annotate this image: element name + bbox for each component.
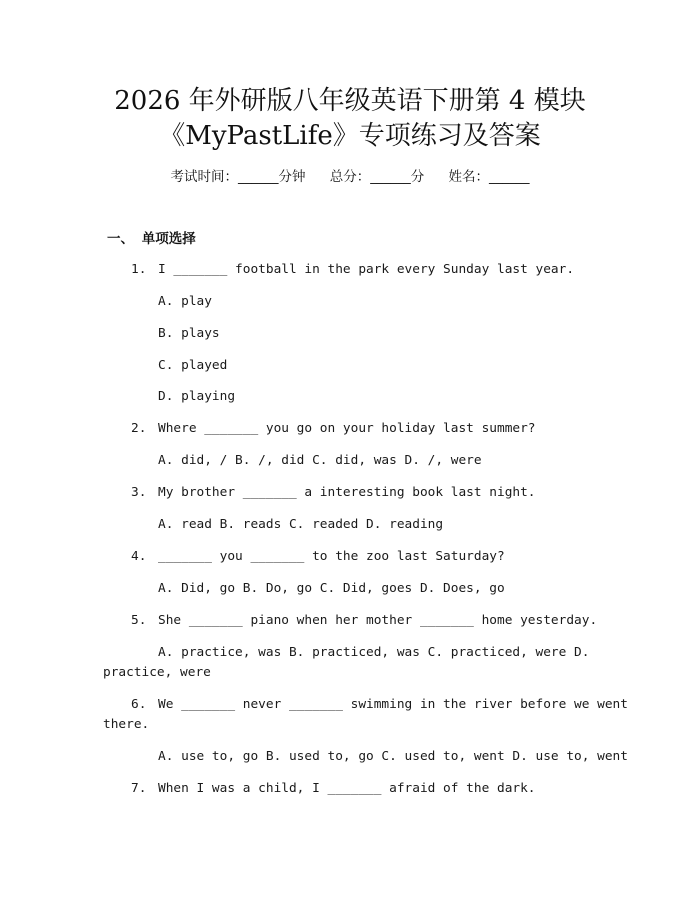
question-text: She _______ piano when her mother _______ home yesterday.	[158, 613, 598, 628]
option-d: D. playing	[158, 389, 236, 404]
question-number: 3.	[131, 485, 147, 500]
exam-meta	[0, 168, 700, 186]
question-number: 6.	[131, 697, 147, 712]
option-c: C. played	[158, 358, 228, 373]
question-number: 4.	[131, 549, 147, 564]
document-title-line-1: 2026 年外研版八年级英语下册第 4 模块	[114, 86, 586, 116]
option-a: A. play	[158, 294, 212, 309]
section-title: 单项选择	[141, 231, 196, 247]
total-score-field: 总分：______分	[329, 169, 425, 185]
question-text: We _______ never _______ swimming in the river before we went	[158, 697, 628, 712]
exam-time-field: 考试时间：______分钟	[170, 169, 306, 185]
question-number: 2.	[131, 421, 147, 436]
option-b: B. plays	[158, 326, 220, 341]
student-name-field: 姓名：______	[448, 169, 530, 185]
options-line: A. Did, go B. Do, go C. Did, goes D. Does, go	[158, 581, 505, 596]
question-number: 7.	[131, 781, 147, 796]
question-number: 5.	[131, 613, 147, 628]
options-line: A. practice, was B. practiced, was C. practiced, were D.	[158, 645, 590, 660]
section-number: 一、	[107, 231, 134, 247]
question-text-continued: there.	[103, 717, 150, 732]
question-text: _______ you _______ to the zoo last Saturday?	[158, 549, 505, 564]
options-line: A. read B. reads C. readed D. reading	[158, 517, 444, 532]
options-line: A. use to, go B. used to, go C. used to, went D. use to, went	[158, 749, 628, 764]
options-line: A. did, / B. /, did C. did, was D. /, were	[158, 453, 482, 468]
question-number: 1.	[131, 262, 147, 277]
question-text: When I was a child, I _______ afraid of the dark.	[158, 781, 536, 796]
options-line-continued: practice, were	[103, 665, 211, 680]
question-text: Where _______ you go on your holiday last summer?	[158, 421, 536, 436]
document-title-line-2: 《MyPastLife》专项练习及答案	[159, 121, 541, 151]
question-text: I _______ football in the park every Sunday last year.	[158, 262, 575, 277]
section-heading	[107, 230, 196, 248]
question-text: My brother _______ a interesting book last night.	[158, 485, 536, 500]
